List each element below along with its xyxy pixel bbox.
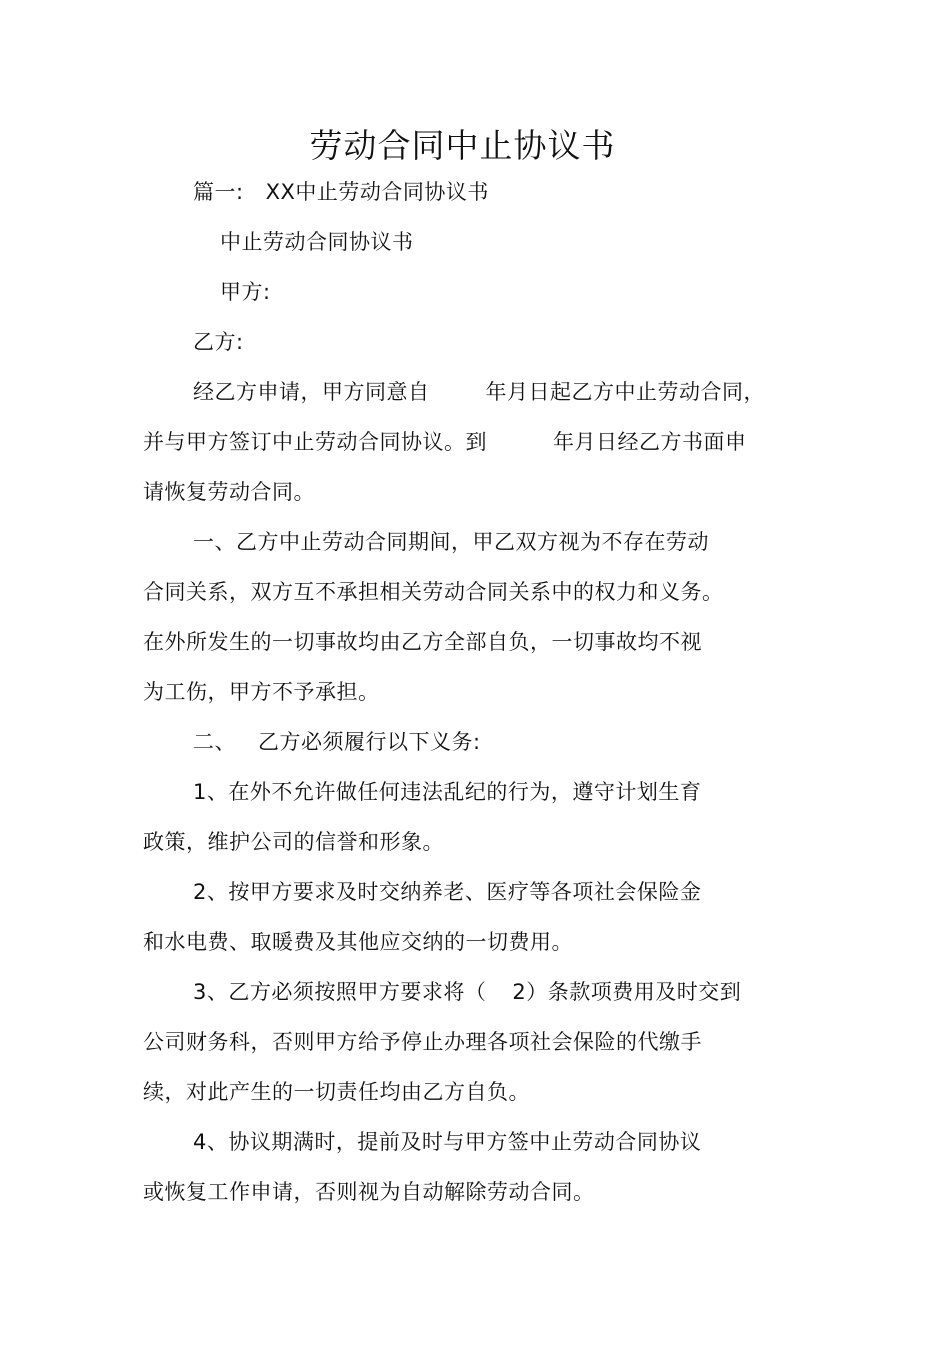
intro-line-3: 请恢复劳动合同。	[143, 480, 315, 504]
clause-one-line-3: 在外所发生的一切事故均由乙方全部自负，一切事故均不视	[143, 630, 702, 654]
intro-text-2: 年月日起乙方中止劳动合同，	[485, 380, 765, 404]
clause-two-number: 二、	[193, 730, 236, 754]
item-2-line-1: 2、按甲方要求及时交纳养老、医疗等各项社会保险金	[193, 880, 702, 904]
party-b-label: 乙方:	[193, 330, 244, 354]
party-a-label: 甲方:	[220, 280, 271, 304]
item-3-line-1	[193, 978, 741, 1006]
item-4-line-1: 4、协议期满时，提前及时与甲方签中止劳动合同协议	[193, 1130, 702, 1154]
item-3-text-2: 2）条款项费用及时交到	[512, 980, 742, 1004]
section-heading	[193, 178, 489, 206]
agreement-subtitle: 中止劳动合同协议书	[220, 230, 414, 254]
clause-one-line-1: 一、乙方中止劳动合同期间，甲乙双方视为不存在劳动	[193, 530, 709, 554]
item-1-line-1: 1、在外不允许做任何违法乱纪的行为，遵守计划生育	[193, 780, 702, 804]
item-4-line-2: 或恢复工作申请，否则视为自动解除劳动合同。	[143, 1180, 595, 1204]
item-2-line-2: 和水电费、取暖费及其他应交纳的一切费用。	[143, 930, 573, 954]
clause-one-line-2: 合同关系，双方互不承担相关劳动合同关系中的权力和义务。	[143, 580, 724, 604]
clause-one-line-4: 为工伤，甲方不予承担。	[143, 680, 380, 704]
intro-text-1: 经乙方申请，甲方同意自	[193, 380, 430, 404]
section-label: 篇一:	[193, 180, 244, 204]
item-3-text-1: 3、乙方必须按照甲方要求将（	[193, 980, 487, 1004]
clause-two-heading	[193, 728, 481, 756]
section-title: XX中止劳动合同协议书	[265, 180, 489, 204]
item-3-line-3: 续，对此产生的一切责任均由乙方自负。	[143, 1080, 530, 1104]
intro-line-2	[143, 428, 747, 456]
intro-text-3: 并与甲方签订中止劳动合同协议。到	[143, 430, 487, 454]
intro-line-1	[193, 378, 765, 406]
item-1-line-2: 政策，维护公司的信誉和形象。	[143, 830, 444, 854]
document-title: 劳动合同中止协议书	[309, 126, 616, 165]
item-3-line-2: 公司财务科，否则甲方给予停止办理各项社会保险的代缴手	[143, 1030, 702, 1054]
intro-text-4: 年月日经乙方书面申	[553, 430, 747, 454]
clause-two-title: 乙方必须履行以下义务:	[258, 730, 481, 754]
